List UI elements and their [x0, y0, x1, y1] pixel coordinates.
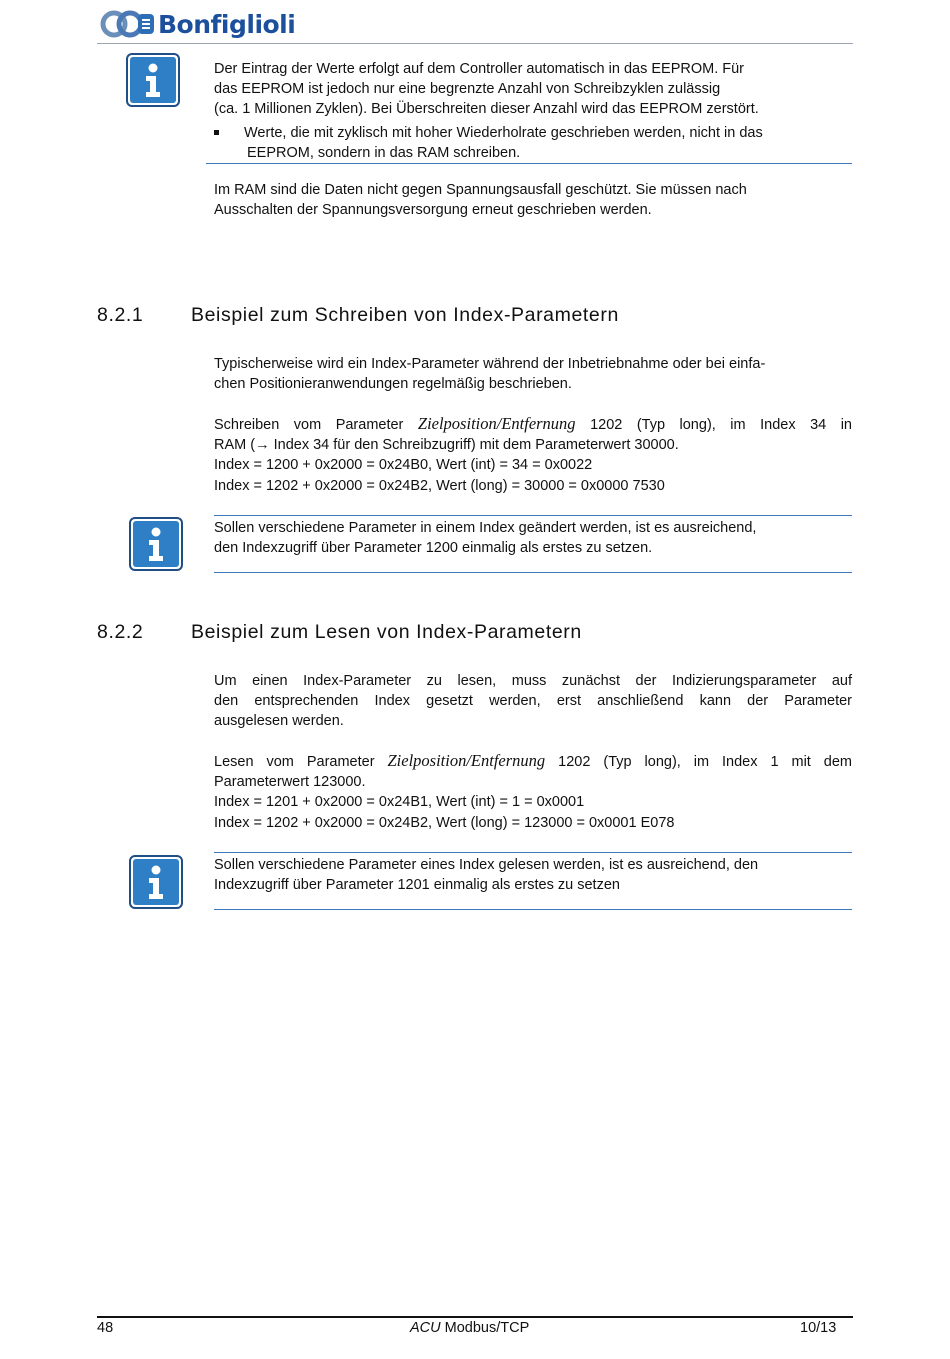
footer-product	[410, 1320, 529, 1336]
eeprom-note	[214, 59, 844, 120]
text-line: Ausschalten der Spannungsversorgung erneut geschrieben werden.	[214, 202, 652, 219]
note-line: den Indexzugriff über Parameter 1200 einmalig als erstes zu setzen.	[214, 540, 653, 557]
product-protocol: Modbus/TCP	[440, 1320, 530, 1336]
note-rule	[206, 163, 852, 164]
section2-intro	[214, 671, 852, 732]
document-date: 10/13	[800, 1320, 837, 1336]
section-number: 8.2.1	[97, 304, 144, 326]
example-tail: 1202 (Typ long), im Index 1 mit dem	[545, 754, 852, 770]
note-line: das EEPROM ist jedoch nur eine begrenzte Anzahl von Schreibzyklen zulässig	[214, 81, 721, 98]
footer-rule	[97, 1316, 853, 1318]
text-line: Im RAM sind die Daten nicht gegen Spannungsausfall geschützt. Sie müssen nach	[214, 182, 747, 198]
note-line: (ca. 1 Millionen Zyklen). Bei Überschreiten dieser Anzahl wird das EEPROM zerstört.	[214, 101, 759, 118]
example-lead: Lesen vom Parameter	[214, 754, 388, 770]
section-number: 8.2.2	[97, 621, 144, 643]
note-line: Sollen verschiedene Parameter in einem Index geändert werden, ist es ausreichend,	[214, 520, 757, 536]
example-line: Index = 1202 + 0x2000 = 0x24B2, Wert (long) = 123000 = 0x0001 E078	[214, 814, 675, 831]
note-rule	[214, 909, 852, 910]
example-line: RAM (→ Index 34 für den Schreibzugriff) mit dem Parameterwert 30000.	[214, 437, 679, 454]
brand-logo	[100, 7, 295, 41]
bullet-line: EEPROM, sondern in das RAM schreiben.	[247, 145, 521, 162]
section1-note	[214, 518, 852, 558]
parameter-name: Zielposition/Entfernung	[387, 751, 546, 770]
example-line	[214, 751, 852, 772]
section-title: Beispiel zum Lesen von Index-Parametern	[191, 621, 582, 643]
text-line: ausgelesen werden.	[214, 713, 344, 730]
brand-name: Bonfiglioli	[158, 9, 296, 39]
header-rule	[97, 43, 853, 44]
bonfiglioli-logo-icon	[100, 8, 156, 40]
section2-example	[214, 751, 852, 833]
section2-note	[214, 855, 852, 895]
example-lead: Schreiben vom Parameter	[214, 417, 418, 433]
product-name: ACU	[410, 1320, 441, 1336]
square-bullet-icon	[214, 130, 219, 135]
section1-intro	[214, 354, 852, 394]
bullet-line: Werte, die mit zyklisch mit hoher Wiederholrate geschrieben werden, nicht in das	[244, 125, 763, 141]
info-icon	[126, 53, 180, 107]
page-number: 48	[97, 1320, 114, 1336]
example-tail: 1202 (Typ long), im Index 34 in	[575, 417, 852, 433]
text-line: chen Positionieranwendungen regelmäßig beschrieben.	[214, 376, 572, 393]
bullet-item	[214, 123, 846, 163]
section1-example	[214, 414, 852, 496]
note-line: Sollen verschiedene Parameter eines Index gelesen werden, ist es ausreichend, den	[214, 857, 759, 873]
example-line: Index = 1200 + 0x2000 = 0x24B0, Wert (int) = 34 = 0x0022	[214, 457, 593, 474]
section-heading-8-2-1	[97, 304, 797, 332]
example-line: Parameterwert 123000.	[214, 774, 366, 791]
info-icon	[129, 517, 183, 571]
ram-paragraph	[214, 180, 844, 220]
note-rule	[214, 515, 852, 516]
example-line	[214, 414, 852, 435]
example-line: Index = 1201 + 0x2000 = 0x24B1, Wert (int) = 1 = 0x0001	[214, 794, 585, 811]
note-rule	[214, 852, 852, 853]
example-line: Index = 1202 + 0x2000 = 0x24B2, Wert (long) = 30000 = 0x0000 7530	[214, 477, 665, 494]
text-line: Um einen Index-Parameter zu lesen, muss zunächst der Indizierungsparameter auf	[214, 673, 852, 689]
note-line: Der Eintrag der Werte erfolgt auf dem Controller automatisch in das EEPROM. Für	[214, 61, 745, 77]
parameter-name: Zielposition/Entfernung	[417, 414, 576, 433]
section-title: Beispiel zum Schreiben von Index-Parametern	[191, 304, 619, 326]
section-heading-8-2-2	[97, 621, 797, 649]
text-line: Typischerweise wird ein Index-Parameter während der Inbetriebnahme oder bei einfa-	[214, 356, 766, 372]
note-line: Indexzugriff über Parameter 1201 einmalig als erstes zu setzen	[214, 877, 620, 894]
info-icon	[129, 855, 183, 909]
note-rule	[214, 572, 852, 573]
text-line: den entsprechenden Index gesetzt werden, erst anschließend kann der Parameter	[214, 693, 852, 710]
